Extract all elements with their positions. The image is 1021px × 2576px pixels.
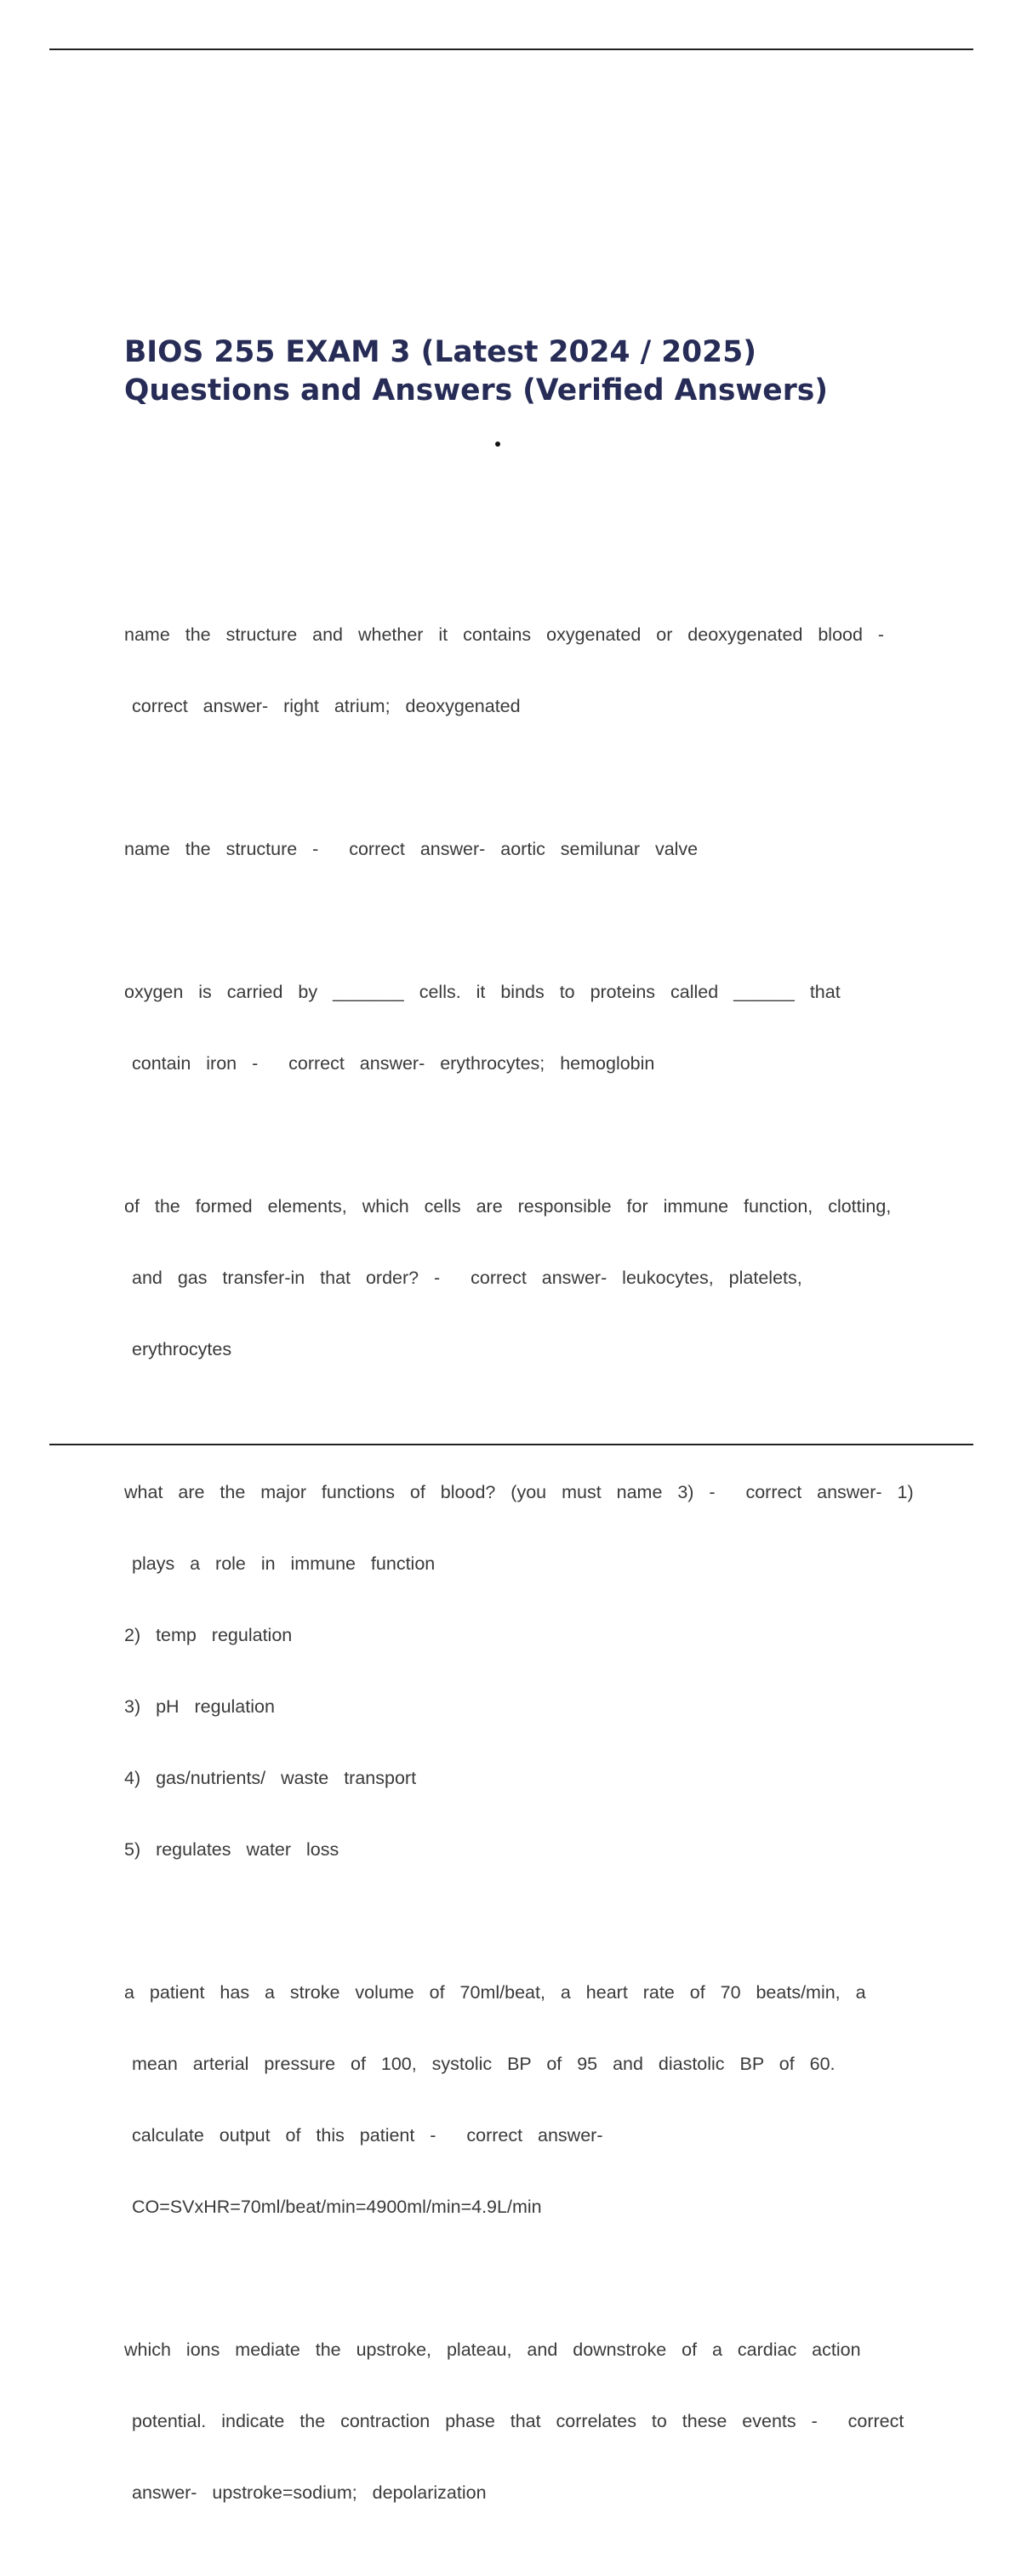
qa-item-2 (124, 789, 920, 909)
title-line-2: Questions and Answers (Verified Answers) (124, 373, 829, 407)
qa-line: name the structure and whether it contains oxygenated or deoxygenated blood - (124, 624, 885, 645)
header-rule (49, 48, 973, 50)
qa-line: 5) regulates water loss (124, 1839, 339, 1860)
qa-line: which ions mediate the upstroke, plateau, and downstroke of a cardiac action (124, 2339, 861, 2360)
qa-item-4 (124, 1147, 920, 1409)
qa-line: CO=SVxHR=70ml/beat/min=4900ml/min=4.9L/min (132, 2197, 542, 2217)
title-line-1: BIOS 255 EXAM 3 (Latest 2024 / 2025) (124, 335, 756, 369)
qa-line: and gas transfer-in that order? - correct answer- leukocytes, platelets, (132, 1268, 802, 1288)
qa-item-1 (124, 575, 920, 766)
qa-item-5 (124, 1433, 920, 1909)
qa-line: contain iron - correct answer- erythrocytes; hemoglobin (132, 1053, 655, 1074)
qa-line: oxygen is carried by _______ cells. it binds to proteins called ______ that (124, 982, 841, 1002)
qa-line: 3) pH regulation (124, 1696, 275, 1717)
qa-line: correct answer- right atrium; deoxygenated (132, 696, 521, 716)
qa-line: name the structure - correct answer- aortic semilunar valve (124, 839, 699, 859)
qa-line: what are the major functions of blood? (you must name 3) - correct answer- 1) (124, 1482, 914, 1502)
qa-item-3 (124, 932, 920, 1123)
qa-line: answer- upstroke=sodium; depolarization (132, 2482, 487, 2503)
document-title (124, 333, 958, 410)
bullet-dot (495, 442, 500, 447)
qa-line: 4) gas/nutrients/ waste transport (124, 1768, 417, 1788)
qa-line: erythrocytes (132, 1339, 232, 1359)
qa-line: a patient has a stroke volume of 70ml/beat, a heart rate of 70 beats/min, a (124, 1982, 866, 2003)
qa-line: mean arterial pressure of 100, systolic BP of 95 and diastolic BP of 60. (132, 2054, 836, 2074)
qa-item-6 (124, 1933, 920, 2266)
qa-line: plays a role in immune function (132, 1553, 436, 1574)
qa-line: potential. indicate the contraction phase that correlates to these events - correct (132, 2411, 904, 2431)
qa-line: calculate output of this patient - correct answer- (132, 2125, 603, 2146)
footer-rule (49, 1444, 973, 1445)
qa-line: of the formed elements, which cells are responsible for immune function, clotting, (124, 1196, 892, 1217)
qa-list (124, 575, 920, 2576)
qa-line: 2) temp regulation (124, 1625, 293, 1645)
qa-item-7 (124, 2290, 920, 2552)
